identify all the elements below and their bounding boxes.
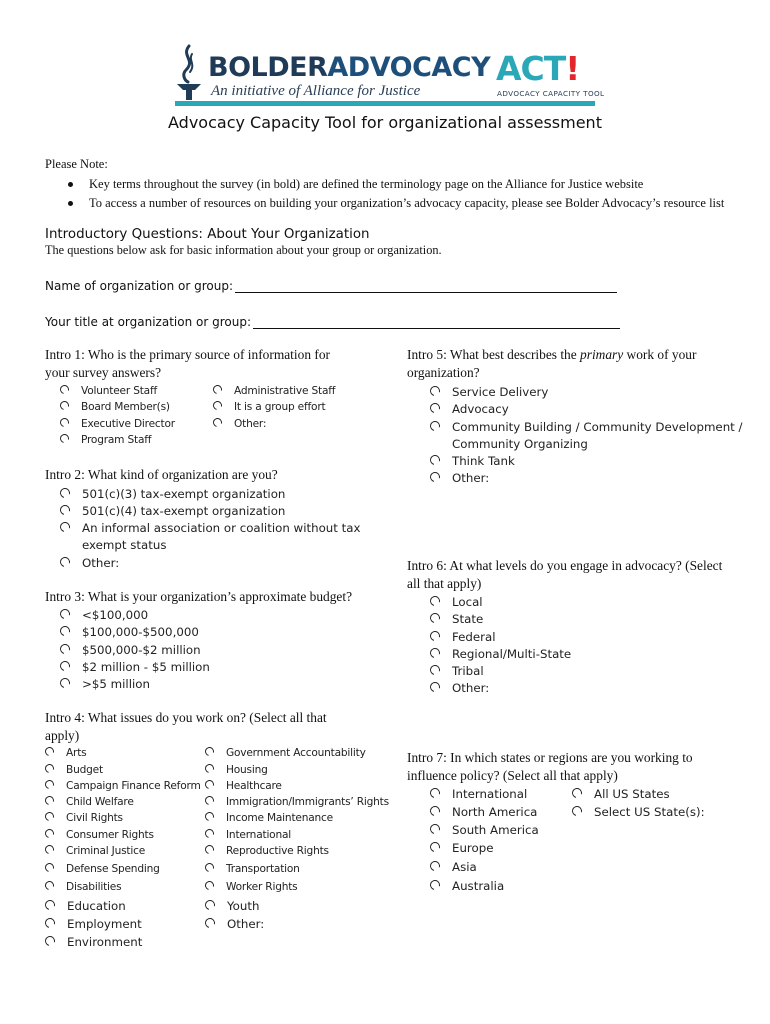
radio-icon [203,861,215,873]
bullet-icon [68,201,73,206]
option-label: Housing [226,764,268,776]
org-name-input[interactable] [235,278,617,293]
radio-icon [58,383,70,395]
question-intro-7 [407,749,693,785]
checkbox-option[interactable] [572,804,705,820]
option-label: Federal [452,630,496,644]
radio-icon [43,810,55,822]
torch-logo-icon [172,44,206,102]
checkbox-option[interactable] [45,795,134,809]
option-label: Education [67,899,126,913]
option-label: $100,000-$500,000 [82,625,199,639]
question-line: organization? [407,365,480,380]
option-label: Government Accountability [226,747,366,759]
radio-icon [43,916,57,930]
checkbox-option[interactable] [572,786,670,802]
option-label: 501(c)(4) tax-exempt organization [82,504,286,518]
option-label: All US States [594,787,670,801]
logo-advocacy-text: ADVOCACY [327,52,491,83]
question-intro-4 [45,709,327,745]
option-label: Criminal Justice [66,845,146,857]
title-main: Advocacy Capacity Tool [168,113,357,132]
checkbox-option[interactable] [205,795,389,809]
radio-icon [43,762,55,774]
question-line [407,346,696,364]
page-header [0,0,770,112]
radio-icon [58,399,70,411]
radio-icon [203,898,217,912]
radio-option[interactable] [60,486,285,502]
option-label-line: Community Organizing [452,437,588,451]
logo-tagline: An initiative of Alliance for Justice [211,83,421,99]
radio-icon [428,680,442,694]
radio-option[interactable] [60,400,170,414]
radio-option[interactable] [430,384,548,400]
org-name-field [45,278,617,293]
radio-icon [43,794,55,806]
option-label: Board Member(s) [81,401,170,413]
option-label: Asia [452,860,477,874]
note-item-text: To access a number of resources on building your organization’s advocacy capacity, please see Bolder Advocacy’s resource list [89,196,725,210]
checkbox-option[interactable] [430,786,527,802]
radio-icon [428,453,442,467]
radio-option[interactable] [60,676,150,692]
option-label: Transportation [226,863,300,875]
checkbox-option[interactable] [205,898,259,914]
radio-icon [203,916,217,930]
radio-icon [58,416,70,428]
option-label: Budget [66,764,103,776]
radio-icon [428,611,442,625]
radio-icon [43,843,55,855]
radio-icon [58,624,72,638]
checkbox-option[interactable] [430,611,483,627]
radio-option[interactable] [60,417,175,431]
option-label: Local [452,595,483,609]
option-label: International [226,829,292,841]
radio-option[interactable] [213,384,335,398]
header-accent-rule [175,101,595,106]
option-label: Australia [452,879,505,893]
option-label: Advocacy [452,402,509,416]
radio-icon [203,794,215,806]
radio-icon [58,555,72,569]
option-label: Income Maintenance [226,812,333,824]
option-label: Other: [82,556,120,570]
option-label: Worker Rights [226,881,298,893]
radio-option[interactable] [60,555,119,571]
radio-icon [428,646,442,660]
radio-icon [428,419,442,433]
question-line: Intro 4: What issues do you work on? (Select all that [45,710,327,725]
question-text: Intro 5: What best describes the [407,347,581,362]
act-letters: ACT [496,49,566,88]
radio-icon [211,416,223,428]
option-label: Administrative Staff [234,385,336,397]
radio-icon [428,663,442,677]
option-label: Program Staff [81,434,152,446]
option-label: Service Delivery [452,385,549,399]
radio-icon [43,861,55,873]
radio-icon [58,432,70,444]
radio-icon [428,840,442,854]
note-item [68,177,643,192]
option-label-line: exempt status [82,538,167,552]
radio-icon [211,383,223,395]
radio-option[interactable] [60,384,157,398]
radio-icon [428,878,442,892]
option-label-line: Community Building / Community Development / [452,420,743,434]
radio-icon [58,520,72,534]
act-logo [496,49,579,88]
option-label: Europe [452,841,494,855]
radio-option[interactable] [60,624,199,640]
checkbox-option[interactable] [45,811,123,825]
option-label: Disabilities [66,881,122,893]
radio-icon [203,879,215,891]
option-label: State [452,612,484,626]
checkbox-option[interactable] [45,880,121,894]
title-field-label: Your title at organization or group: [45,315,251,329]
radio-icon [43,879,55,891]
radio-icon [203,827,215,839]
checkbox-option[interactable] [430,680,489,696]
radio-icon [570,786,584,800]
radio-icon [203,843,215,855]
option-label: Civil Rights [66,812,123,824]
option-label: International [452,787,528,801]
radio-icon [428,470,442,484]
checkbox-option[interactable] [205,916,264,932]
option-label: Other: [452,471,490,485]
checkbox-option[interactable] [430,594,483,610]
option-label: Arts [66,747,87,759]
checkbox-option[interactable] [45,746,86,760]
radio-icon [428,401,442,415]
question-text: work of your [623,347,697,362]
question-intro-5 [407,346,696,382]
option-label: Environment [67,935,143,949]
option-label: Youth [227,899,260,913]
radio-option[interactable] [213,417,266,431]
option-label: Regional/Multi-State [452,647,572,661]
question-line: your survey answers? [45,365,162,380]
title-field [45,314,620,329]
radio-icon [58,486,72,500]
radio-icon [203,762,215,774]
section-heading: Introductory Questions: About Your Organization [45,227,370,242]
radio-option[interactable] [430,453,515,469]
radio-icon [58,642,72,656]
radio-option[interactable] [60,607,148,623]
radio-icon [203,810,215,822]
note-item-text: Key terms throughout the survey (in bold) are defined the terminology page on the Alliance for Justice website [89,177,644,191]
checkbox-option[interactable] [430,804,537,820]
option-label-line: An informal association or coalition without tax [82,521,361,535]
option-label: Employment [67,917,142,931]
checkbox-option[interactable] [430,663,484,679]
option-label: North America [452,805,538,819]
radio-icon [428,859,442,873]
option-label: Other: [234,418,267,430]
checkbox-option[interactable] [205,746,366,760]
option-label: Reproductive Rights [226,845,329,857]
checkbox-option[interactable] [205,779,282,793]
radio-option[interactable] [430,401,509,417]
note-item [68,196,724,211]
checkbox-option[interactable] [205,862,300,876]
option-label: Defense Spending [66,863,160,875]
option-label: Consumer Rights [66,829,154,841]
option-label [82,520,360,553]
checkbox-option[interactable] [430,646,571,662]
option-label: It is a group effort [234,401,326,413]
checkbox-option[interactable] [205,763,268,777]
checkbox-option[interactable] [205,880,298,894]
checkbox-option[interactable] [430,859,477,875]
bolder-advocacy-logo [208,52,490,83]
option-label: Executive Director [81,418,175,430]
radio-icon [203,745,215,757]
checkbox-option[interactable] [45,934,142,950]
section-subheading: The questions below ask for basic information about your group or organization. [45,243,442,257]
question-intro-2: Intro 2: What kind of organization are you? [45,467,278,482]
option-label: Campaign Finance Reform [66,780,201,792]
checkbox-option[interactable] [430,878,504,894]
question-line: all that apply) [407,576,482,591]
option-label: $500,000-$2 million [82,643,201,657]
checkbox-option[interactable] [205,828,291,842]
checkbox-option[interactable] [45,862,160,876]
question-line: apply) [45,728,80,743]
radio-option[interactable] [60,503,285,519]
option-label [452,419,743,452]
option-label: Child Welfare [66,796,134,808]
question-intro-1 [45,346,330,382]
question-emphasis: primary [580,347,624,362]
checkbox-option[interactable] [430,822,539,838]
question-intro-3: Intro 3: What is your organization’s approximate budget? [45,589,353,604]
radio-option[interactable] [60,659,210,675]
question-line: Intro 7: In which states or regions are you working to [407,750,693,765]
option-label: >$5 million [82,677,150,691]
radio-icon [58,607,72,621]
option-label: 501(c)(3) tax-exempt organization [82,487,286,501]
checkbox-option[interactable] [430,840,494,856]
radio-option[interactable] [430,470,489,486]
question-line: Intro 6: At what levels do you engage in advocacy? (Select [407,558,723,573]
radio-icon [211,399,223,411]
radio-icon [43,898,57,912]
question-intro-6 [407,557,722,593]
page-title [0,113,770,132]
org-name-label: Name of organization or group: [45,279,234,293]
checkbox-option[interactable] [45,916,142,932]
checkbox-option[interactable] [45,763,103,777]
checkbox-option[interactable] [45,898,126,914]
radio-icon [428,384,442,398]
title-input[interactable] [253,314,620,329]
act-exclamation: ! [565,49,580,88]
radio-icon [58,503,72,517]
radio-icon [428,594,442,608]
radio-icon [58,676,72,690]
option-label: $2 million - $5 million [82,660,210,674]
radio-icon [428,786,442,800]
radio-icon [43,778,55,790]
checkbox-option[interactable] [205,811,333,825]
option-label: Tribal [452,664,484,678]
option-label: Other: [452,681,490,695]
checkbox-option[interactable] [45,828,154,842]
radio-icon [428,804,442,818]
radio-icon [43,827,55,839]
option-label: Immigration/Immigrants’ Rights [226,796,389,808]
radio-option[interactable] [430,419,743,452]
radio-option[interactable] [60,642,201,658]
act-subtitle: ADVOCACY CAPACITY TOOL [497,89,605,98]
note-label: Please Note: [45,157,108,171]
radio-option[interactable] [213,400,325,414]
option-label: Other: [227,917,265,931]
option-label: Think Tank [452,454,515,468]
question-line: influence policy? (Select all that apply) [407,768,618,783]
radio-icon [203,778,215,790]
radio-icon [570,804,584,818]
radio-icon [58,659,72,673]
option-label: Select US State(s): [594,805,705,819]
radio-icon [43,934,57,948]
question-line: Intro 1: Who is the primary source of information for [45,347,330,362]
checkbox-option[interactable] [45,844,145,858]
checkbox-option[interactable] [205,844,329,858]
option-label: Healthcare [226,780,282,792]
radio-icon [428,629,442,643]
bullet-icon [68,182,73,187]
option-label: South America [452,823,539,837]
logo-bolder-text: BOLDER [208,52,328,83]
checkbox-option[interactable] [430,629,496,645]
radio-option[interactable] [60,433,151,447]
option-label: Volunteer Staff [81,385,158,397]
title-rest: for organizational assessment [356,113,602,132]
radio-icon [428,822,442,836]
checkbox-option[interactable] [45,779,201,793]
option-label: <$100,000 [82,608,149,622]
radio-option[interactable] [60,520,360,553]
radio-icon [43,745,55,757]
